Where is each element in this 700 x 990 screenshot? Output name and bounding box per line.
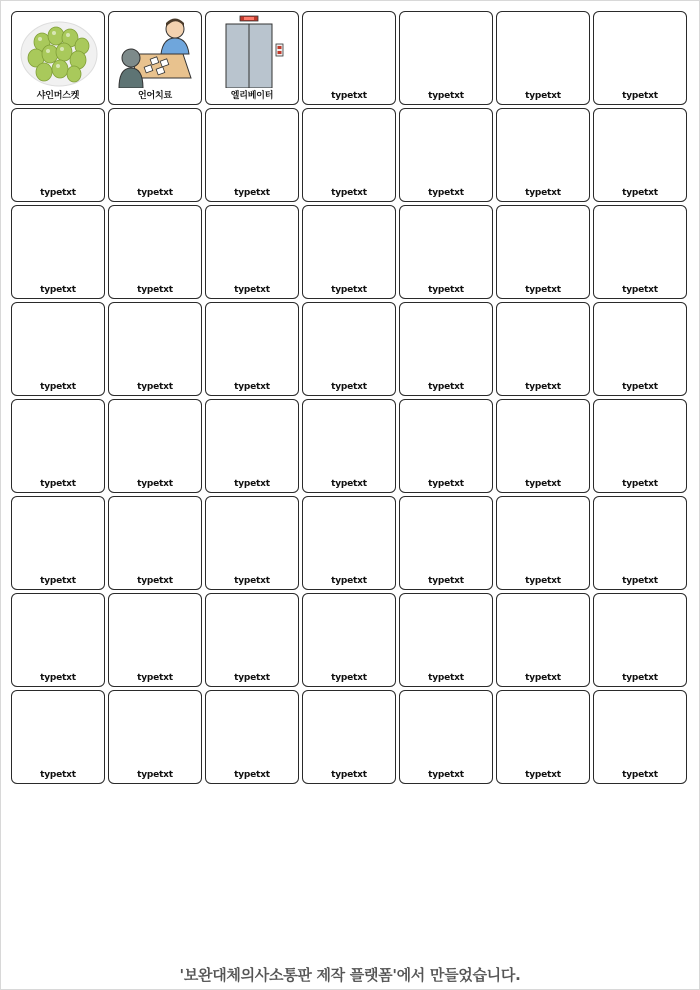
board-card[interactable] <box>11 302 105 396</box>
board-card[interactable] <box>593 399 687 493</box>
board-card[interactable] <box>593 593 687 687</box>
board-card[interactable] <box>205 11 299 105</box>
board-card[interactable] <box>11 496 105 590</box>
board-card[interactable] <box>302 302 396 396</box>
board-card[interactable] <box>205 593 299 687</box>
board-card[interactable] <box>302 690 396 784</box>
card-label: typetxt <box>234 673 270 683</box>
card-label: typetxt <box>40 673 76 683</box>
board-card[interactable] <box>496 108 590 202</box>
card-label: typetxt <box>622 285 658 295</box>
card-label: typetxt <box>622 382 658 392</box>
board-card[interactable] <box>399 108 493 202</box>
card-label: typetxt <box>428 285 464 295</box>
card-label: typetxt <box>40 382 76 392</box>
board-card[interactable] <box>593 205 687 299</box>
board-card[interactable] <box>108 399 202 493</box>
board-card[interactable] <box>496 593 590 687</box>
board-card[interactable] <box>496 496 590 590</box>
board-card[interactable] <box>593 690 687 784</box>
board-card[interactable] <box>11 108 105 202</box>
card-label: typetxt <box>137 576 173 586</box>
card-label: 샤인머스켓 <box>36 91 80 101</box>
board-card[interactable] <box>496 11 590 105</box>
card-label: typetxt <box>622 479 658 489</box>
card-label: typetxt <box>234 770 270 780</box>
card-label: typetxt <box>622 576 658 586</box>
card-label: typetxt <box>525 479 561 489</box>
board-card[interactable] <box>593 302 687 396</box>
board-card[interactable] <box>399 399 493 493</box>
green-grapes-icon <box>20 14 98 88</box>
board-card[interactable] <box>205 302 299 396</box>
card-label: typetxt <box>137 770 173 780</box>
board-card[interactable] <box>302 11 396 105</box>
card-label: typetxt <box>234 285 270 295</box>
board-card[interactable] <box>496 690 590 784</box>
board-card[interactable] <box>496 205 590 299</box>
board-card[interactable] <box>11 593 105 687</box>
card-label: typetxt <box>428 91 464 101</box>
board-card[interactable] <box>399 205 493 299</box>
card-label: typetxt <box>525 382 561 392</box>
board-card[interactable] <box>205 108 299 202</box>
board-card[interactable] <box>496 302 590 396</box>
card-label: typetxt <box>331 382 367 392</box>
board-card[interactable] <box>11 11 105 105</box>
card-label: typetxt <box>331 770 367 780</box>
board-card[interactable] <box>302 399 396 493</box>
card-label: typetxt <box>525 188 561 198</box>
speech-therapy-icon <box>117 14 195 88</box>
board-card[interactable] <box>108 11 202 105</box>
board-card[interactable] <box>399 302 493 396</box>
board-card[interactable] <box>302 205 396 299</box>
card-label: typetxt <box>331 576 367 586</box>
card-label: typetxt <box>331 91 367 101</box>
card-label: 언어치료 <box>138 91 172 101</box>
card-label: typetxt <box>40 479 76 489</box>
board-card[interactable] <box>399 690 493 784</box>
board-card[interactable] <box>302 593 396 687</box>
card-label: typetxt <box>234 576 270 586</box>
card-label: typetxt <box>137 188 173 198</box>
card-label: typetxt <box>525 91 561 101</box>
board-card[interactable] <box>108 690 202 784</box>
card-label: typetxt <box>137 382 173 392</box>
board-card[interactable] <box>399 593 493 687</box>
card-label: typetxt <box>40 285 76 295</box>
board-card[interactable] <box>593 496 687 590</box>
board-card[interactable] <box>496 399 590 493</box>
board-card[interactable] <box>108 205 202 299</box>
board-card[interactable] <box>593 11 687 105</box>
elevator-icon <box>214 14 292 88</box>
card-label: typetxt <box>137 285 173 295</box>
card-label: typetxt <box>331 673 367 683</box>
card-label: typetxt <box>428 382 464 392</box>
board-card[interactable] <box>399 11 493 105</box>
card-label: typetxt <box>622 91 658 101</box>
card-label: typetxt <box>622 770 658 780</box>
card-label: typetxt <box>428 188 464 198</box>
card-label: typetxt <box>234 479 270 489</box>
board-card[interactable] <box>593 108 687 202</box>
card-label: typetxt <box>331 285 367 295</box>
card-label: typetxt <box>428 770 464 780</box>
card-label: typetxt <box>525 576 561 586</box>
board-card[interactable] <box>302 496 396 590</box>
card-label: typetxt <box>234 188 270 198</box>
card-label: typetxt <box>137 673 173 683</box>
card-label: typetxt <box>428 576 464 586</box>
board-card[interactable] <box>205 690 299 784</box>
card-label: typetxt <box>428 673 464 683</box>
card-label: typetxt <box>331 479 367 489</box>
board-card[interactable] <box>108 108 202 202</box>
footer-credit: '보완대체의사소통판 제작 플랫폼'에서 만들었습니다. <box>179 966 521 984</box>
card-label: typetxt <box>622 673 658 683</box>
board-card[interactable] <box>108 302 202 396</box>
card-label: typetxt <box>40 188 76 198</box>
card-label: typetxt <box>137 479 173 489</box>
board-card[interactable] <box>108 496 202 590</box>
card-label: typetxt <box>622 188 658 198</box>
card-label: typetxt <box>428 479 464 489</box>
card-label: typetxt <box>40 576 76 586</box>
card-label: typetxt <box>525 673 561 683</box>
card-label: typetxt <box>331 188 367 198</box>
board-card[interactable] <box>205 205 299 299</box>
board-card[interactable] <box>302 108 396 202</box>
board-card[interactable] <box>399 496 493 590</box>
board-card[interactable] <box>205 399 299 493</box>
card-label: typetxt <box>525 285 561 295</box>
communication-board-grid <box>11 11 687 784</box>
card-label: typetxt <box>40 770 76 780</box>
card-label: typetxt <box>234 382 270 392</box>
board-card[interactable] <box>108 593 202 687</box>
board-card[interactable] <box>11 399 105 493</box>
board-card[interactable] <box>11 205 105 299</box>
board-card[interactable] <box>11 690 105 784</box>
board-card[interactable] <box>205 496 299 590</box>
card-label: 엘리베이터 <box>230 91 274 101</box>
card-label: typetxt <box>525 770 561 780</box>
